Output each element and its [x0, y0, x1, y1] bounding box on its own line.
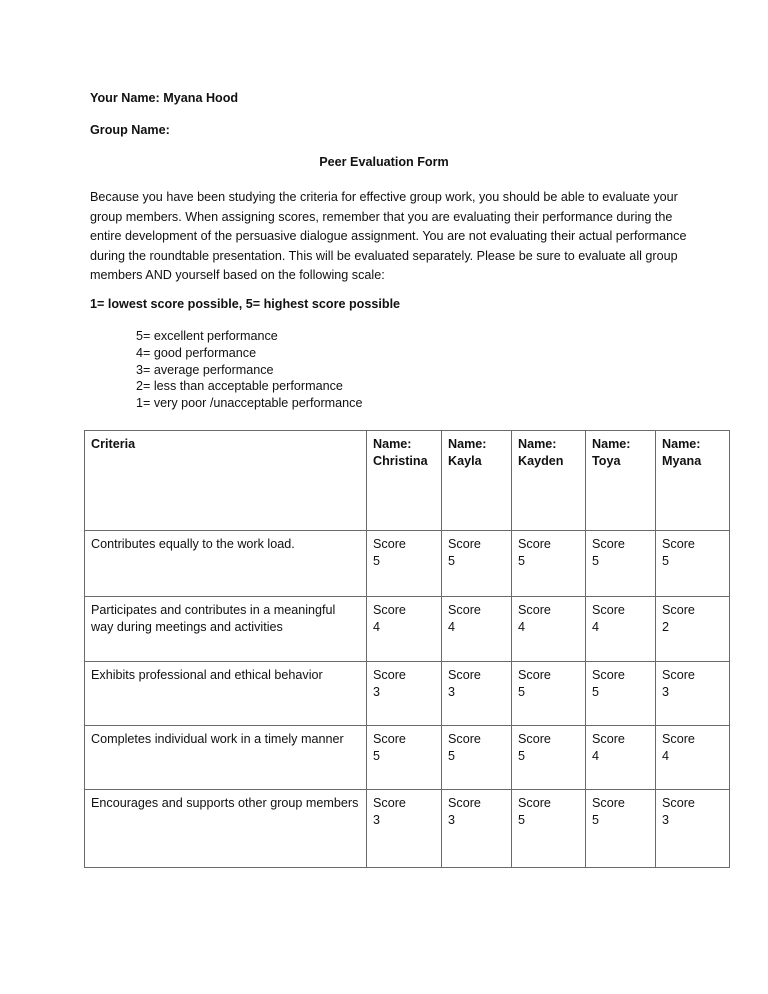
scale-item: 4= good performance [136, 345, 257, 360]
table-row [85, 597, 730, 662]
group-name-line [90, 123, 170, 137]
score-cell [512, 726, 586, 790]
score-cell [586, 531, 656, 597]
table-row [85, 531, 730, 597]
score-value: 5 [592, 813, 600, 827]
table-row [85, 726, 730, 790]
member-name: Kayden [518, 454, 564, 468]
score-cell [586, 662, 656, 726]
score-label: Score [518, 603, 551, 617]
score-label: Score [662, 732, 695, 746]
evaluation-table [84, 430, 730, 868]
member-header-kayden [512, 431, 586, 531]
name-prefix: Name: [592, 437, 631, 451]
member-name: Kayla [448, 454, 482, 468]
intro-text: Because you have been studying the criteria for effective group work, you should be able to evaluate your group members. When assigning scores, remember that you are evaluating their performance during the entire development of the persuasive dialogue assignment. You are not evaluating their actual performance during the roundtable presentation. This will be evaluated separately. Please be sure to evaluate all group members AND yourself based on the following scale: [90, 190, 687, 282]
score-label: Score [662, 668, 695, 682]
score-value: 4 [592, 749, 600, 763]
score-label: Score [373, 537, 406, 551]
score-cell [442, 662, 512, 726]
score-label: Score [373, 732, 406, 746]
score-label: Score [518, 668, 551, 682]
criterion-cell: Contributes equally to the work load. [85, 531, 367, 597]
score-cell [656, 662, 730, 726]
criterion-cell: Completes individual work in a timely manner [85, 726, 367, 790]
name-prefix: Name: [373, 437, 412, 451]
scale-item: 3= average performance [136, 362, 274, 377]
score-value: 4 [373, 620, 381, 634]
score-value: 4 [448, 620, 456, 634]
score-label: Score [592, 537, 625, 551]
score-cell [367, 790, 442, 868]
score-label: Score [448, 603, 481, 617]
score-cell [512, 597, 586, 662]
score-cell [442, 790, 512, 868]
score-value: 5 [448, 749, 456, 763]
score-value: 5 [518, 685, 526, 699]
score-cell [656, 597, 730, 662]
scale-item: 1= very poor /unacceptable performance [136, 396, 363, 411]
score-cell [656, 726, 730, 790]
your-name-line [90, 91, 238, 105]
scale-list [136, 328, 362, 412]
member-header-toya [586, 431, 656, 531]
score-cell [586, 597, 656, 662]
score-cell [586, 726, 656, 790]
name-prefix: Name: [662, 437, 701, 451]
score-value: 5 [518, 554, 526, 568]
score-value: 5 [592, 554, 600, 568]
score-cell [586, 790, 656, 868]
score-value: 5 [592, 685, 600, 699]
score-label: Score [518, 796, 551, 810]
criterion-cell: Exhibits professional and ethical behavior [85, 662, 367, 726]
scale-item: 5= excellent performance [136, 329, 278, 343]
score-label: Score [662, 537, 695, 551]
score-label: Score [662, 603, 695, 617]
score-label: Score [592, 796, 625, 810]
score-label: Score [373, 796, 406, 810]
criteria-header: Criteria [85, 431, 367, 531]
score-label: Score [592, 668, 625, 682]
score-label: Score [592, 732, 625, 746]
name-prefix: Name: [448, 437, 487, 451]
score-label: Score [592, 603, 625, 617]
score-cell [512, 662, 586, 726]
score-value: 3 [662, 813, 670, 827]
score-label: Score [373, 668, 406, 682]
score-cell [367, 662, 442, 726]
name-prefix: Name: [518, 437, 557, 451]
score-label: Score [518, 732, 551, 746]
member-name: Myana [662, 454, 702, 468]
score-label: Score [448, 537, 481, 551]
scale-item: 2= less than acceptable performance [136, 379, 343, 394]
score-cell [367, 597, 442, 662]
score-value: 5 [662, 554, 670, 568]
score-cell [656, 790, 730, 868]
score-label: Score [448, 732, 481, 746]
score-value: 3 [448, 813, 456, 827]
member-name: Christina [373, 454, 428, 468]
criterion-cell: Participates and contributes in a meaningful way during meetings and activities [85, 597, 367, 662]
score-value: 3 [448, 685, 456, 699]
table-header-row [85, 431, 730, 531]
score-label: Score [518, 537, 551, 551]
scale-heading: 1= lowest score possible, 5= highest score possible [90, 297, 401, 311]
score-value: 4 [662, 749, 670, 763]
score-label: Score [662, 796, 695, 810]
score-value: 5 [448, 554, 456, 568]
score-cell [656, 531, 730, 597]
score-cell [442, 531, 512, 597]
score-label: Score [448, 668, 481, 682]
member-header-myana [656, 431, 730, 531]
member-header-kayla [442, 431, 512, 531]
score-cell [367, 726, 442, 790]
your-name-value: Myana Hood [163, 91, 239, 105]
score-label: Score [373, 603, 406, 617]
score-label: Score [448, 796, 481, 810]
table-row [85, 662, 730, 726]
score-value: 5 [373, 749, 381, 763]
score-value: 5 [373, 554, 381, 568]
score-value: 5 [518, 749, 526, 763]
criterion-cell: Encourages and supports other group members [85, 790, 367, 868]
form-title: Peer Evaluation Form [319, 155, 449, 169]
intro-paragraph [90, 188, 700, 286]
member-header-christina [367, 431, 442, 531]
score-cell [512, 531, 586, 597]
group-name-label: Group Name: [90, 123, 170, 137]
score-cell [367, 531, 442, 597]
score-cell [512, 790, 586, 868]
score-value: 4 [518, 620, 526, 634]
score-value: 3 [373, 813, 381, 827]
score-value: 5 [518, 813, 526, 827]
score-value: 3 [662, 685, 670, 699]
score-value: 2 [662, 620, 670, 634]
score-value: 4 [592, 620, 600, 634]
table-row [85, 790, 730, 868]
member-name: Toya [592, 454, 621, 468]
score-cell [442, 597, 512, 662]
score-value: 3 [373, 685, 381, 699]
your-name-label: Your Name: [90, 91, 160, 105]
score-cell [442, 726, 512, 790]
